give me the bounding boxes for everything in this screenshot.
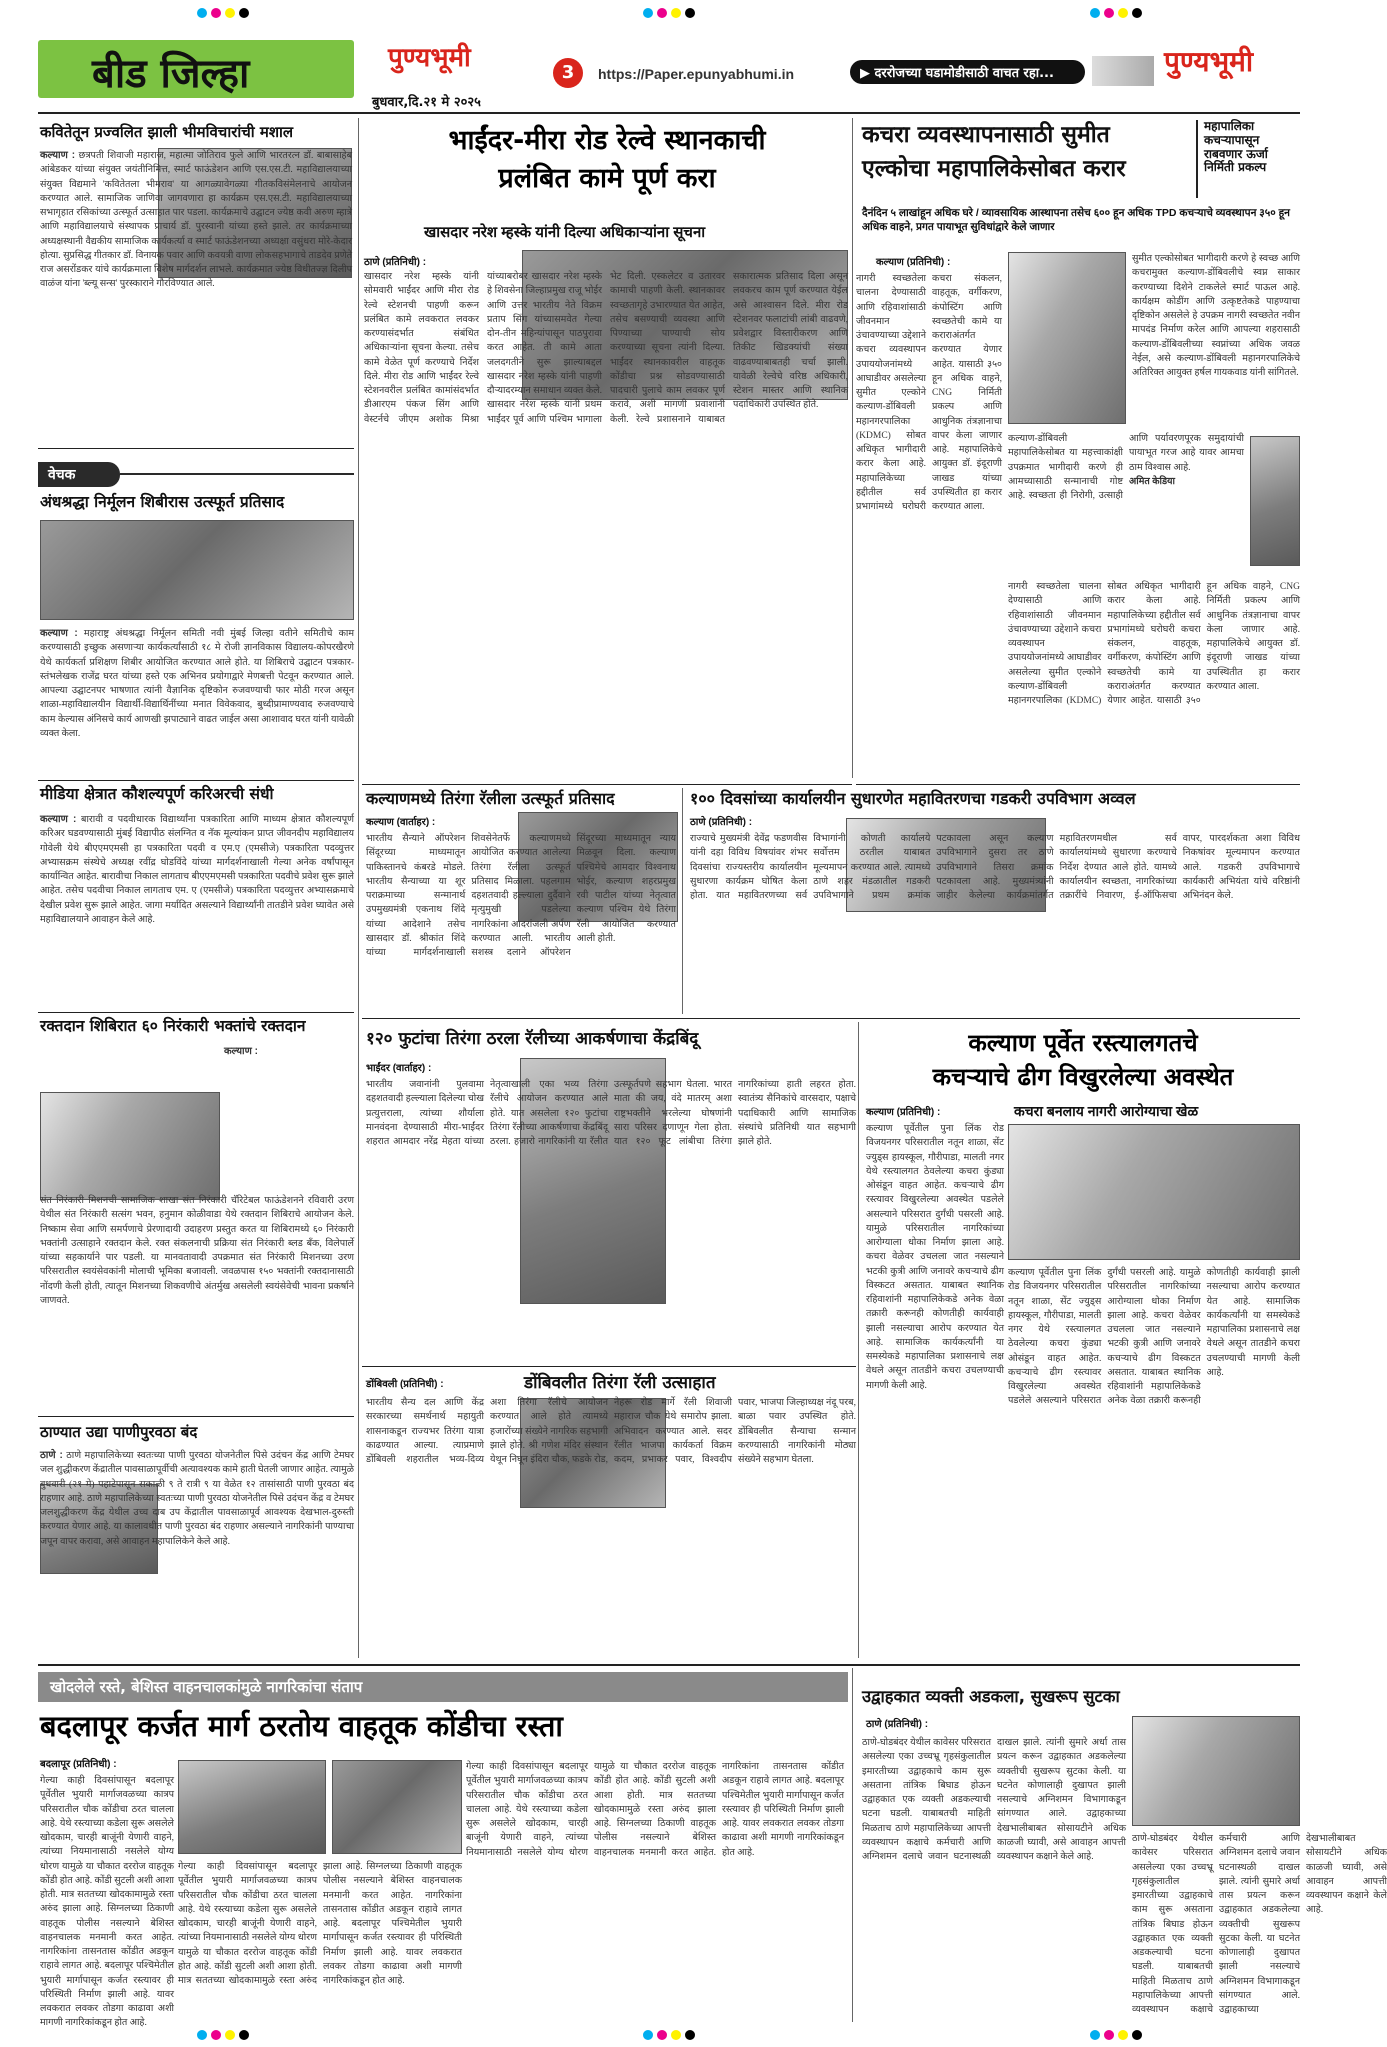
- text-kalyan-east-cont: कल्याण पूर्वेतील पुना लिंक रोड विजयनगर परिसरातील नतून शाळा, सेंट ज्युड्स हायस्कूल, गौरीपाडा, मालती नगर येथे रस्त्यालगत ठेवलेल्या कचरा कुंड्या ओसंडून वाहत आहेत. कचऱ्याचे ढीग रस्त्यावर विखुरलेल्या अवस्थेत पडलेले असल्याने परिसरात दुर्गंधी पसरली आहे. यामुळे परिसरातील नागरिकांच्या आरोग्याला धोका निर्माण झाला आहे. कचरा वेळेवर उचलला जात नसल्याने भटकी कुत्री आणि जनावरे कचऱ्याचे ढीग विस्कटत असतात. याबाबत स्थानिक रहिवाशांनी महापालिकेकडे अनेक वेळा तक्रारी करूनही कोणतीही कार्यवाही झाली नसल्याचा आरोप करण्यात येत आहे. सामाजिक कार्यकर्त्यांनी या समस्येकडे महापालिका प्रशासनाचे लक्ष वेधले असून तातडीने कचरा उचलण्याची मागणी केली आहे.: [1008, 1268, 1300, 1407]
- text-waste-cont: नागरी स्वच्छतेला चालना देण्यासाठी आणि रहिवाशांसाठी जीवनमान उंचावण्याच्या उद्देशाने कचरा व्यवस्थापन उपाययोजनांमध्ये आघाडीवर असलेल्या सुमीत एल्कोने कल्याण-डोंबिवली महानगरपालिका (KDMC) सोबत अधिकृत भागीदारी करार केला आहे. महापालिकेच्या हद्दीतील सर्व प्रभागांमध्ये घरोघरी कचरा संकलन, वाहतूक, वर्गीकरण, कंपोस्टिंग आणि स्वच्छतेची कामे या कराराअंतर्गत करण्यात येणार आहेत. यासाठी ३५० हून अधिक वाहने, CNG निर्मिती प्रकल्प आणि आधुनिक तंत्रज्ञानाचा वापर केला जाणार आहे. महापालिकेचे आयुक्त डॉ. इंदूराणी जाखड यांच्या उपस्थितीत हा करार करण्यात आला.: [1008, 582, 1300, 706]
- subhead-bhayandar: खासदार नरेश म्हस्के यांनी दिल्या अधिकाऱ्यांना सूचना: [424, 224, 706, 241]
- text-blood: संत निरंकारी मिशनची सामाजिक शाखा संत निरंकारी चॅरिटेबल फाऊंडेशनने रविवारी उरण येथील संत निरंकारी सत्संग भवन, हनुमान कोळीवाडा येथे रक्तदान शिबिराचे आयोजन केले. निष्काम सेवा आणि समर्पणाचे प्रेरणादायी उदाहरण प्रस्तुत करत या शिबिरामध्ये ६० निरंकारी भक्तांनी उत्साहाने रक्तदान केले. रक्त संकलनाची प्रक्रिया संत निरंकारी ब्लड बँक, विलेपार्ले यांच्या सहकार्याने पार पडली. या मानवतावादी उपक्रमात संत निरंकारी मिशनच्या उरण परिसरातील स्वयंसेवकांनी मोलाची भूमिका बजावली. जवळपास १५० भक्तांनी रक्तदानासाठी नोंदणी केली होती, त्यातून मिशनच्या शिकवणीचे अंतर्मुख असलेली स्वयंसेवेची भावना प्रकर्षाने जाणवते.: [40, 1196, 354, 1306]
- text-media: बारावी व पदवीधारक विद्यार्थ्यांना पत्रकारिता आणि माध्यम क्षेत्रात कौशल्यपूर्ण करिअर घडवण्यासाठी मुंबई विद्यापीठ संलग्नित व नॅक मूल्यांकन प्राप्त जीवनदीप महाविद्यालय गोवेली येथे बीएएमएमसी हा पत्रकारिता पदवी व एम.ए (एमसीजे) पत्रकारिता पदव्युत्तर अभ्यासक्रम संस्थेचे अध्यक्ष रवींद्र घोडविंदे यांच्या मार्गदर्शनाखाली गेल्या अनेक वर्षांपासून कार्यान्वित आहेत. बारावीचा निकाल लागताच बीएएमएमसी पत्रकारिता पदवीचे प्रवेश सुरू झाले आहेत. तसेच पदवीचा निकाल लागताच एम. ए (एमसीजे) पत्रकारिता पदव्युत्तर अभ्यासक्रमाचे देखील प्रवेश सुरू झाले आहेत. जागा मर्यादित असल्याने विद्यार्थ्यांनी तातडीने प्रवेश घ्यावेत असे महाविद्यालयाने आवाहन केले आहे.: [40, 815, 354, 925]
- subhead-kalyan-east: कचरा बनलाय नागरी आरोग्याचा खेळ: [1014, 1103, 1199, 1119]
- dateline-rally-120ft: भाईंदर (वार्ताहर) :: [366, 1063, 432, 1074]
- headline-superstition: अंधश्रद्धा निर्मूलन शिबीरास उत्स्फूर्त प्रतिसाद: [40, 493, 285, 511]
- headline-media-career: मीडिया क्षेत्रात कौशल्यपूर्ण करिअरची संधी: [40, 785, 274, 803]
- dateline-dombivli: डोंबिवली (प्रतिनिधी) :: [366, 1379, 444, 1390]
- rule-center-2: [362, 1018, 1300, 1019]
- body-waste-cont: [1008, 580, 1300, 776]
- brand-logo: पुण्यभूमी: [388, 43, 471, 73]
- play-icon: ▶: [860, 66, 875, 81]
- issue-date: बुधवार,दि.२१ मे २०२५: [372, 95, 481, 110]
- text-badlapur-cont2: गेल्या काही दिवसांपासून बदलापूर पूर्वेतील भुयारी मार्गाजवळच्या कात्रप परिसरातील चौक कोंडीचा ठरत चालला आहे. येथे रस्त्याच्या कडेला सुरू असलेले खोदकाम, चारही बाजूंनी येणारी वाहने, त्यांच्या नियमानासाठी नसलेले योग्य धोरण यामुळे या चौकात दररोज वाहतूक कोंडी होत आहे. कोंडी सुटली अशी आशा होती. मात्र सततच्या खोदकामामुळे रस्ता अरुंद झाला आहे. सिग्नलच्या ठिकाणी वाहतूक पोलीस नसल्याने बेशिस्त वाहनचालक मनमानी करत आहेत. नागरिकांना तासनतास कोंडीत अडकून राहावे लागत आहे. बदलापूर पश्चिमेतील भुयारी मार्गापासून कर्जत रस्त्यावर ही परिस्थिती निर्माण झाली आहे. यावर लवकरात लवकर तोडगा काढावा अशी मागणी नागरिकांकडून होत आहे.: [466, 1762, 844, 1858]
- rule-2: [38, 780, 354, 781]
- headline-waste-l2: एल्कोचा महापालिकेसोबत करार: [862, 156, 1126, 182]
- dateline-rescue: ठाणे (प्रतिनिधी) :: [866, 1719, 929, 1730]
- banner-badlapur: खोदलेले रस्ते, बेशिस्त वाहनचालकांमुळे नागरिकांचा संताप: [38, 1672, 848, 1702]
- masthead-rule: [38, 112, 1300, 114]
- text-waste: नागरी स्वच्छतेला चालना देण्यासाठी आणि रहिवाशांसाठी जीवनमान उंचावण्याच्या उद्देशाने कचरा व्यवस्थापन उपाययोजनांमध्ये आघाडीवर असलेल्या सुमीत एल्कोने कल्याण-डोंबिवली महानगरपालिका (KDMC) सोबत अधिकृत भागीदारी करार केला आहे. महापालिकेच्या हद्दीतील सर्व प्रभागांमध्ये घरोघरी कचरा संकलन, वाहतूक, वर्गीकरण, कंपोस्टिंग आणि स्वच्छतेची कामे या कराराअंतर्गत करण्यात येणार आहेत. यासाठी ३५० हून अधिक वाहने, CNG निर्मिती प्रकल्प आणि आधुनिक तंत्रज्ञानाचा वापर केला जाणार आहे. महापालिकेचे आयुक्त डॉ. इंदूराणी जाखड यांच्या उपस्थितीत हा करार करण्यात आला.: [856, 274, 1002, 512]
- dateline-badlapur: बदलापूर (प्रतिनिधी) :: [40, 1759, 117, 1770]
- divider-tiranga: [682, 788, 683, 1014]
- dateline-tiranga-kalyan: कल्याण (वार्ताहर) :: [366, 817, 436, 828]
- brand-logo-right: पुण्यभूमी: [1164, 45, 1254, 78]
- dateline-water: ठाणे :: [40, 1450, 63, 1461]
- photo-portrait: [1250, 436, 1300, 566]
- side-headline-4: निर्मिती प्रकल्प: [1204, 160, 1267, 175]
- body-kalyan-east-cont: [1008, 1266, 1300, 1656]
- headline-badlapur: बदलापूर कर्जत मार्ग ठरतोय वाहतूक कोंडीचा रस्ता: [40, 1709, 563, 1743]
- dateline-waste: कल्याण (प्रतिनिधी) :: [876, 257, 951, 268]
- side-headline-2: कचऱ्यापासून: [1204, 132, 1260, 147]
- ticker-text: दररोजच्या घडामोडीसाठी वाचत रहा...: [874, 66, 1054, 81]
- column-divider-right: [858, 1022, 859, 1658]
- photo-traffic-jam: [178, 1760, 326, 1854]
- dateline-gadkari: ठाणे (प्रतिनिधी) :: [690, 817, 753, 828]
- photo-elevator-rescue: [1132, 1716, 1300, 1826]
- dateline-media: कल्याण :: [40, 814, 77, 825]
- headline-kalyan-east-l2: कचऱ्याचे ढीग विखुरलेल्या अवस्थेत: [932, 1063, 1234, 1091]
- headline-bhayandar-l1: भाईंदर-मीरा रोड रेल्वे स्थानकाची: [448, 125, 766, 156]
- text-tiranga-kalyan: भारतीय सैन्याने ऑपरेशन सिंदूरच्या माध्यमातून पाकिस्तानचे कंबरडे मोडले. भारतीय सैन्याच्या या शूर पराक्रमाच्या सन्मानार्थ उपमुख्यमंत्री एकनाथ शिंदे यांच्या आदेशाने तसेच खासदार डॉ. श्रीकांत शिंदे यांच्या मार्गदर्शनाखाली शिवसेनेतर्फे कल्याणमध्ये आयोजित करण्यात आलेल्या तिरंगा रॅलीला उत्स्फूर्त प्रतिसाद मिळाला. पहलगाम दहशतवादी हल्ल्याला दुर्दैवाने मृत्युमुखी पडलेल्या नागरिकांना आदरांजली अर्पण करण्यात आली. भारतीय सशस्त्र दलाने ऑपरेशन सिंदूरच्या माध्यमातून न्याय मिळवून दिला. कल्याण पश्चिमेचे आमदार विश्वनाथ भोईर, कल्याण शहरप्रमुख रवी पाटील यांच्या नेतृत्वात कल्याण पश्चिम येथे तिरंगा रॅली आयोजित करण्यात आली होती.: [366, 834, 676, 958]
- side-body-waste: [1132, 252, 1300, 424]
- side-box-power: [1196, 120, 1300, 198]
- headline-blood-camp: रक्तदान शिबिरात ६० निरंकारी भक्तांचे रक्तदान: [40, 1017, 306, 1035]
- page-number: 3: [553, 58, 583, 88]
- photo-superstition-camp: [40, 520, 354, 620]
- dateline-bhayandar: ठाणे (प्रतिनिधी) :: [364, 257, 427, 268]
- text-kalyan-east: कल्याण पूर्वेतील पुना लिंक रोड विजयनगर परिसरातील नतून शाळा, सेंट ज्युड्स हायस्कूल, गौरीपाडा, मालती नगर येथे रस्त्यालगत ठेवलेल्या कचरा कुंड्या ओसंडून वाहत आहेत. कचऱ्याचे ढीग रस्त्यावर विखुरलेल्या अवस्थेत पडलेले असल्याने परिसरात दुर्गंधी पसरली आहे. यामुळे परिसरातील नागरिकांच्या आरोग्याला धोका निर्माण झाला आहे. कचरा वेळेवर उचलला जात नसल्याने भटकी कुत्री आणि जनावरे कचऱ्याचे ढीग विस्कटत असतात. याबाबत स्थानिक रहिवाशांनी महापालिकेकडे अनेक वेळा तक्रारी करूनही कोणतीही कार्यवाही झाली नसल्याचा आरोप करण्यात येत आहे. सामाजिक कार्यकर्त्यांनी या समस्येकडे महापालिका प्रशासनाचे लक्ष वेधले असून तातडीने कचरा उचलण्याची मागणी केली आहे.: [866, 1124, 1004, 1391]
- body-blood-camp: [40, 1044, 354, 1408]
- epaper-url[interactable]: https://Paper.epunyabhumi.in: [598, 66, 795, 82]
- body-gadkari: [690, 832, 1300, 1012]
- quote-author: अमित केडिया: [1129, 476, 1175, 487]
- ticker-graphic: [1092, 56, 1154, 86]
- body-rescue: [862, 1736, 1126, 2020]
- text-dombivli: भारतीय सैन्य दल आणि केंद्र सरकारच्या समर्थनार्थ महायुती शासनाकडून राज्यभर तिरंगा यात्रा काढण्यात आल्या. त्याप्रमाणे डोंबिवली शहरातील भव्य-दिव्य अशा तिरंगा रॅलीचे आयोजन करण्यात आले होते त्यामध्ये हजारोंच्या संख्येने नागरिक सहभागी झाले होते. श्री गणेश मंदिर संस्थान येथून निघून इंदिरा चौक, फडके रोड, नेहरू रोड मार्गे रॅली शिवाजी महाराज चौक येथे समारोप झाला. अभिवादन करण्यात आले. सदर रॅलीत भाजपा कार्यकर्ता विक्रम कदम, प्रभाकर पवार, विश्वदीप पवार, भाजपा जिल्हाध्यक्ष नंदू परब, बाळा पवार उपस्थित होते. डोंबिवलीत सैन्याचा सन्मान करण्यासाठी नागरिकांनी मोठ्या संख्येने सहभाग घेतला.: [366, 1398, 856, 1465]
- dateline-superstition: कल्याण :: [40, 628, 78, 639]
- photo-road-night: [332, 1760, 462, 1854]
- body-badlapur: [40, 1774, 174, 2029]
- photo-garbage-heap: [1008, 1124, 1300, 1260]
- dateline-blood: कल्याण :: [224, 1046, 258, 1057]
- vechak-rule: [120, 473, 354, 475]
- quote-box: [1008, 432, 1244, 572]
- side-headline-1: महापालिका: [1204, 119, 1255, 133]
- text-rescue-cont: ठाणे-घोडबंदर येथील कावेसर परिसरात असलेल्या एका उच्चभ्रू गृहसंकुलातील इमारतीच्या उद्वाहकाचे काम सुरू असताना तांत्रिक बिघाड होऊन उद्वाहकात एक व्यक्ती अडकल्याची घटना घडली. याबाबतची माहिती मिळताच ठाणे महापालिकेच्या आपत्ती व्यवस्थापन कक्षाचे कर्मचारी आणि अग्निशमन दलाचे जवान घटनास्थळी दाखल झाले. त्यांनी सुमारे अर्धा तास प्रयत्न करून उद्वाहकात अडकलेल्या व्यक्तीची सुखरूप सुटका केली. या घटनेत कोणालाही दुखापत झाली नसल्याचे अग्निशमन विभागाकडून सांगण्यात आले. उद्वाहकाच्या देखभालीबाबत सोसायटीने अधिक काळजी घ्यावी, असे आवाहन आपत्ती व्यवस्थापन कक्षाने केले आहे.: [1132, 1834, 1387, 2015]
- rule-1: [38, 448, 354, 449]
- headline-bhim-torch: कवितेतून प्रज्वलित झाली भीमविचारांची मशाल: [40, 123, 294, 141]
- quote-text: कल्याण-डोंबिवली महापालिकेसोबत या महत्त्वाकांक्षी उपक्रमात भागीदारी करणे ही आमच्यासाठी सन्मानाची गोष्ट आहे. स्वच्छता ही निरोगी, उत्साही आणि पर्यावरणपूरक समुदायांची पायाभूत गरज आहे यावर आमचा ठाम विश्वास आहे.: [1008, 434, 1244, 501]
- rule-right-1: [856, 784, 1300, 785]
- text-water: ठाणे महापालिकेच्या स्वतःच्या पाणी पुरवठा योजनेतील पिसे उदंचन केंद्र आणि टेमघर जल शुद्धीकरण केंद्रातील पावसाळापूर्वीची अत्यावश्यक कामे हाती घेतली जाणार आहेत. त्यामुळे बुधवारी (२१ मे) पहाटेपासून सकाळी ९ ते रात्री ९ या वेळेत १२ तासांसाठी पाणी पुरवठा बंद राहणार आहे. ठाणे महापालिकेच्या स्वतःच्या पाणी पुरवठा योजनेतील पिसे उदंचन केंद्र व टेमघर जलशुद्धीकरण केंद्र येथील उच्च दाब उप केंद्रातील पावसाळापूर्व आवश्यक देखभाल-दुरुस्ती करण्यात येणार आहे. या कालावधीत पाणी पुरवठा बंद राहणार असल्याने नागरिकांनी पाण्याचा जपून वापर करावा, असे आवाहन महापालिकेने केले आहे.: [40, 1451, 355, 1547]
- photo-waste-vehicles: [1008, 252, 1126, 424]
- dateline-kalyan-east: कल्याण (प्रतिनिधी) :: [866, 1107, 941, 1118]
- body-tiranga-kalyan: [366, 832, 676, 1012]
- text-gadkari: राज्याचे मुख्यमंत्री देवेंद्र फडणवीस यांनी दहा विविध विषयांवर शंभर दिवसांचा राज्यस्तरीय कार्यालयीन सुधारणा कार्यक्रम घोषित केला होता. यात महावितरणच्या सर्व विभागांनी कोणती कार्यालये सर्वोत्तम ठरतील याबाबत मूल्यमापन करण्यात आले. त्यामध्ये ठाणे शहर मंडळातील गडकरी उपविभागाने प्रथम क्रमांक पटकावला असून कल्याण उपविभागाने दुसरा तर ठाणे उपविभागाने तिसरा क्रमांक पटकावला आहे. मुख्यमंत्र्यांनी जाहीर केलेल्या कार्यक्रमांतर्गत महावितरणमधील सर्व कार्यालयांमध्ये सुधारणा करण्याचे निर्देश देण्यात आले होते. यामध्ये कार्यालयीन स्वच्छता, नागरिकांच्या तक्रारींचे निवारण, ई-ऑफिसचा वापर, पारदर्शकता अशा विविध निकषांवर मूल्यमापन करण्यात आले. गडकरी उपविभागाचे कार्यकारी अभियंता यांचे वरिष्ठांनी अभिनंदन केले.: [690, 834, 1300, 901]
- ticker-banner: [850, 60, 1085, 84]
- text-superstition: महाराष्ट्र अंधश्रद्धा निर्मूलन समिती नवी मुंबई जिल्हा वतीने समितीचे काम करण्यासाठी इच्छुक असणाऱ्या कार्यकर्त्यांसाठी १८ मे रोजी ज्ञानविकास विद्यालय-कोपरखैरणे येथे कार्यकर्ता प्रशिक्षण शिबीर आयोजित करण्यात आले होते. या शिबिराचे उद्घाटन पत्रकार-स्तंभलेखक राजेंद्र घरत यांच्या हस्ते एक अभिनव प्रयोगाद्वारे मेणबत्ती पेटवून करण्यात आले. आपल्या उद्घाटनपर भाषणात त्यांनी वैज्ञानिक दृष्टिकोन रुजवण्याची फार मोठी गरज असून शाळा-महाविद्यालयीन विद्यार्थी-विद्यार्थिनींच्या मनात विवेकवाद, बुध्दीप्रामाण्यवाद रुजवण्याचे काम केल्यास अंनिसचे कार्य आणखी झपाट्याने वाढत जाईल असा आशावाद घरत यांनी यावेळी व्यक्त केला.: [40, 629, 355, 739]
- divider-bottom: [852, 1668, 853, 2022]
- dateline-bhim-torch: कल्याण :: [40, 150, 76, 161]
- body-rally-120ft: [366, 1078, 856, 1360]
- rule-3: [38, 1012, 354, 1013]
- bottom-registration-marks: [0, 2026, 1339, 2042]
- headline-rescue: उद्वाहकात व्यक्ती अडकला, सुखरूप सुटका: [862, 1687, 1120, 1706]
- body-media-career: [40, 812, 354, 1006]
- headline-tiranga-kalyan: कल्याणमध्ये तिरंगा रॅलीला उत्स्फूर्त प्रतिसाद: [366, 789, 615, 808]
- top-registration-marks: [0, 4, 1339, 20]
- section-tag-vechak: वेचक: [38, 462, 120, 487]
- district-title: बीड जिल्हा: [92, 50, 250, 97]
- column-divider-mid: [852, 118, 853, 778]
- rule-center-1: [362, 784, 852, 785]
- rule-bottom-band: [38, 1664, 1300, 1666]
- text-badlapur: गेल्या काही दिवसांपासून बदलापूर पूर्वेतील भुयारी मार्गाजवळच्या कात्रप परिसरातील चौक कोंडीचा ठरत चालला आहे. येथे रस्त्याच्या कडेला सुरू असलेले खोदकाम, चारही बाजूंनी येणारी वाहने, त्यांच्या नियमानासाठी नसलेले योग्य धोरण यामुळे या चौकात दररोज वाहतूक कोंडी होत आहे. कोंडी सुटली अशी आशा होती. मात्र सततच्या खोदकामामुळे रस्ता अरुंद झाला आहे. सिग्नलच्या ठिकाणी वाहतूक पोलीस नसल्याने बेशिस्त वाहनचालक मनमानी करत आहेत. नागरिकांना तासनतास कोंडीत अडकून राहावे लागत आहे. बदलापूर पश्चिमेतील भुयारी मार्गापासून कर्जत रस्त्यावर ही परिस्थिती निर्माण झाली आहे. यावर लवकरात लवकर तोडगा काढावा अशी मागणी नागरिकांकडून होत आहे.: [40, 1776, 174, 2029]
- headline-gadkari: १०० दिवसांच्या कार्यालयीन सुधारणेत महावितरणचा गडकरी उपविभाग अव्वल: [690, 789, 1136, 808]
- body-bhim-torch: [40, 148, 352, 440]
- text-badlapur-cont: गेल्या काही दिवसांपासून बदलापूर पूर्वेतील भुयारी मार्गाजवळच्या कात्रप परिसरातील चौक कोंडीचा ठरत चालला आहे. येथे रस्त्याच्या कडेला सुरू असलेले खोदकाम, चारही बाजूंनी येणारी वाहने, त्यांच्या नियमानासाठी नसलेले योग्य धोरण यामुळे या चौकात दररोज वाहतूक कोंडी होत आहे. कोंडी सुटली अशी आशा होती. मात्र सततच्या खोदकामामुळे रस्ता अरुंद झाला आहे. सिग्नलच्या ठिकाणी वाहतूक पोलीस नसल्याने बेशिस्त वाहनचालक मनमानी करत आहेत. नागरिकांना तासनतास कोंडीत अडकून राहावे लागत आहे. बदलापूर पश्चिमेतील भुयारी मार्गापासून कर्जत रस्त्यावर ही परिस्थिती निर्माण झाली आहे. यावर लवकरात लवकर तोडगा काढावा अशी मागणी नागरिकांकडून होत आहे.: [178, 1862, 462, 1986]
- side-headline-3: राबवणार ऊर्जा: [1204, 146, 1268, 161]
- text-rescue: ठाणे-घोडबंदर येथील कावेसर परिसरात असलेल्या एका उच्चभ्रू गृहसंकुलातील इमारतीच्या उद्वाहकाचे काम सुरू असताना तांत्रिक बिघाड होऊन उद्वाहकात एक व्यक्ती अडकल्याची घटना घडली. याबाबतची माहिती मिळताच ठाणे महापालिकेच्या आपत्ती व्यवस्थापन कक्षाचे कर्मचारी आणि अग्निशमन दलाचे जवान घटनास्थळी दाखल झाले. त्यांनी सुमारे अर्धा तास प्रयत्न करून उद्वाहकात अडकलेल्या व्यक्तीची सुखरूप सुटका केली. या घटनेत कोणालाही दुखापत झाली नसल्याचे अग्निशमन विभागाकडून सांगण्यात आले. उद्वाहकाच्या देखभालीबाबत सोसायटीने अधिक काळजी घ्यावी, असे आवाहन आपत्ती व्यवस्थापन कक्षाने केले आहे.: [862, 1738, 1126, 1862]
- text-side-waste: सुमीत एल्कोसोबत भागीदारी करणे हे स्वच्छ आणि कचरामुक्त कल्याण-डोंबिवलीचे स्वप्न साकार करण्याच्या दिशेने टाकलेले स्मार्ट पाऊल आहे. कार्यक्षम कोडींग आणि उत्कृष्टतेकडे पाहण्याचा दृष्टिकोन असलेले हे उपक्रम नागरी स्वच्छतेत नवीन मापदंड निर्माण करेल आणि आपल्या शहरासाठी कल्याण-डोंबिवलीच्या स्वप्नांच्या अधिक जवळ नेईल, असे कल्याण-डोंबिवली महानगरपालिकेचे अतिरिक्त आयुक्त हर्षल गायकवाड यांनी सांगितले.: [1132, 254, 1300, 378]
- headline-rally-120ft: १२० फुटांचा तिरंगा ठरला रॅलीच्या आकर्षणाचा केंद्रबिंदू: [366, 1029, 699, 1049]
- body-waste: [856, 272, 1002, 772]
- body-badlapur-cont: [178, 1860, 462, 2020]
- body-badlapur-cont2: [466, 1760, 844, 2020]
- body-kalyan-east: [866, 1122, 1004, 1656]
- body-water-cut: [40, 1448, 354, 1654]
- text-rally-120ft: भारतीय जवानांनी पुलवामा दहशतवादी हल्ल्याला दिलेल्या चोख प्रत्युत्तराला, त्यांच्या शौर्याला मानवंदना देण्यासाठी मीरा-भाईंदर शहरात आमदार नरेंद्र मेहता यांच्या नेतृत्वाखाली एका भव्य तिरंगा रॅलीचे आयोजन करण्यात आले होते. यात असलेला १२० फुटांचा तिरंगा रॅलीच्या आकर्षणाचा केंद्रबिंदू ठरला. हजारो नागरिकांनी या रॅलीत उत्स्फूर्तपणे सहभाग घेतला. भारत माता की जय, वंदे मातरम् अशा राष्ट्रभक्तीने भरलेल्या घोषणांनी सारा परिसर दणाणून गेला होता. यात १२० फूट लांबीचा तिरंगा नागरिकांच्या हाती लहरत होता. स्वातंत्र्य सैनिकांचे वारसदार, पक्षाचे पदाधिकारी आणि सामाजिक संस्थांचे प्रतिनिधी यात सहभागी झाले होते.: [366, 1080, 856, 1147]
- body-superstition: [40, 626, 354, 772]
- subhead-waste: दैनंदिन ५ लाखांहून अधिक घरे / व्यावसायिक आस्थापना तसेच ६०० हून अधिक TPD कचऱ्याचे व्यवस्थापन ३५० हून अधिक वाहने, प्रगत पायाभूत सुविधांद्वारे केले जाणार: [862, 207, 1291, 234]
- headline-dombivli: डोंबिवलीत तिरंगा रॅली उत्साहात: [524, 1373, 716, 1393]
- headline-kalyan-east-l1: कल्याण पूर्वेत रस्त्यालगतचे: [968, 1029, 1198, 1057]
- body-rescue-cont: [1132, 1832, 1387, 2020]
- text-bhim-torch: छत्रपती शिवाजी महाराज, महात्मा जोतिराव फुले आणि भारतरत्न डॉ. बाबासाहेब आंबेडकर यांच्या संयुक्त जयंतीनिमित्त, स्मार्ट फाऊंडेशन आणि एस.एस.टी. महाविद्यालयाच्या संयुक्त विद्यमाने 'कवितेतला भीमराव' या आगळ्यावेगळ्या गीतकविसंमेलनाचे आयोजन करण्यात आले. सामाजिक जाणिवा जागवणारा हा कार्यक्रम एस.एस.टी. महाविद्यालयाच्या सभागृहात रसिकांच्या उत्स्फूर्त उत्साहात पार पडला. कार्यक्रमाचे उद्घाटन ज्येष्ठ कवी अरुण म्हात्रे आणि महाविद्यालयाचे संस्थापक प्राचार्य डॉ. पुरस्वानी यांच्या हस्ते झाले. तर कार्यक्रमाच्या अध्यक्षस्थानी वैद्यकीय सामाजिक कार्यकर्त्या व स्मार्ट फाऊंडेशनच्या अध्यक्षा वसुंधरा मोरे-केदार होत्या. सुप्रसिद्ध गीतकार डॉ. विनायक पवार आणि कवयत्री वाणा लोकसहभागाचे ताडदेव प्रणेते राज असरोंडकर यांचे कार्यक्रमाला विशेष मार्गदर्शन लाभले. कार्यक्रमात ज्येष्ठ विधीतज्ज्ञ दिलीप वाळंज यांना 'ब्ल्यू सन्स' पुरस्काराने गौरविण्यात आले.: [40, 151, 353, 290]
- headline-waste-l1: कचरा व्यवस्थापनासाठी सुमीत: [862, 122, 1110, 148]
- text-bhayandar: खासदार नरेश म्हस्के यांनी सोमवारी भाईंदर आणि मीरा रोड रेल्वे स्टेशनची पाहणी करून प्रलंबित कामे लवकरात लवकर करण्यासंदर्भात संबंधित अधिकाऱ्यांना सूचना केल्या. तसेच कामे वेळेत पूर्ण करण्याचे निर्देश दिले. मीरा रोड आणि भाईंदर रेल्वे स्टेशनवरील प्रलंबित कामांसंदर्भात डीआरएम पंकज सिंग आणि वेस्टर्नचे जीएम अशोक मिश्रा यांच्याबरोबर खासदार नरेश म्हस्के हे शिवसेना जिल्हाप्रमुख राजू भोईर आणि उत्तर भारतीय नेते विक्रम प्रताप सिंग यांच्यासमवेत गेल्या दोन-तीन महिन्यांपासून पाठपुरावा करत आहेत. ती कामे आता जलदगतीने सुरू झाल्याबद्दल खासदार नरेश म्हस्के यांनी पाहणी दौऱ्यादरम्यान समाधान व्यक्त केले. खासदार नरेश म्हस्के यांनी प्रथम भाईंदर पूर्व आणि पश्चिम भागाला भेट दिली. एस्कलेटर व उतारवर कामाची पाहणी केली. स्थानकावर स्वच्छतागृहे उभारण्यात येत आहेत, तसेच बसण्याची व्यवस्था आणि पिण्याच्या पाण्याची सोय करण्याच्या सूचना त्यांनी दिल्या. भाईंदर स्थानकावरील वाहतूक कोंडीचा प्रश्न सोडवण्यासाठी पादचारी पुलाचे काम लवकर पूर्ण करावे, अशी मागणी प्रवाशांनी केली. रेल्वे प्रशासनाने याबाबत सकारात्मक प्रतिसाद दिला असून लवकरच काम पूर्ण करण्यात येईल असे आश्वासन दिले. मीरा रोड स्टेशनवर फलाटांची लांबी वाढवणे, प्रवेशद्वार विस्तारीकरण आणि तिकीट खिडक्यांची संख्या वाढवण्याबाबतही चर्चा झाली. यावेळी रेल्वेचे वरिष्ठ अधिकारी, स्टेशन मास्तर आणि स्थानिक पदाधिकारी उपस्थित होते.: [364, 272, 848, 425]
- body-dombivli: [366, 1396, 856, 1656]
- headline-bhayandar-l2: प्रलंबित कामे पूर्ण करा: [498, 163, 716, 194]
- headline-water-cut: ठाण्यात उद्या पाणीपुरवठा बंद: [40, 1423, 198, 1441]
- column-divider-left: [358, 118, 359, 1658]
- rule-4: [38, 1416, 354, 1417]
- rule-center-3: [362, 1366, 856, 1367]
- body-bhayandar: [364, 270, 848, 778]
